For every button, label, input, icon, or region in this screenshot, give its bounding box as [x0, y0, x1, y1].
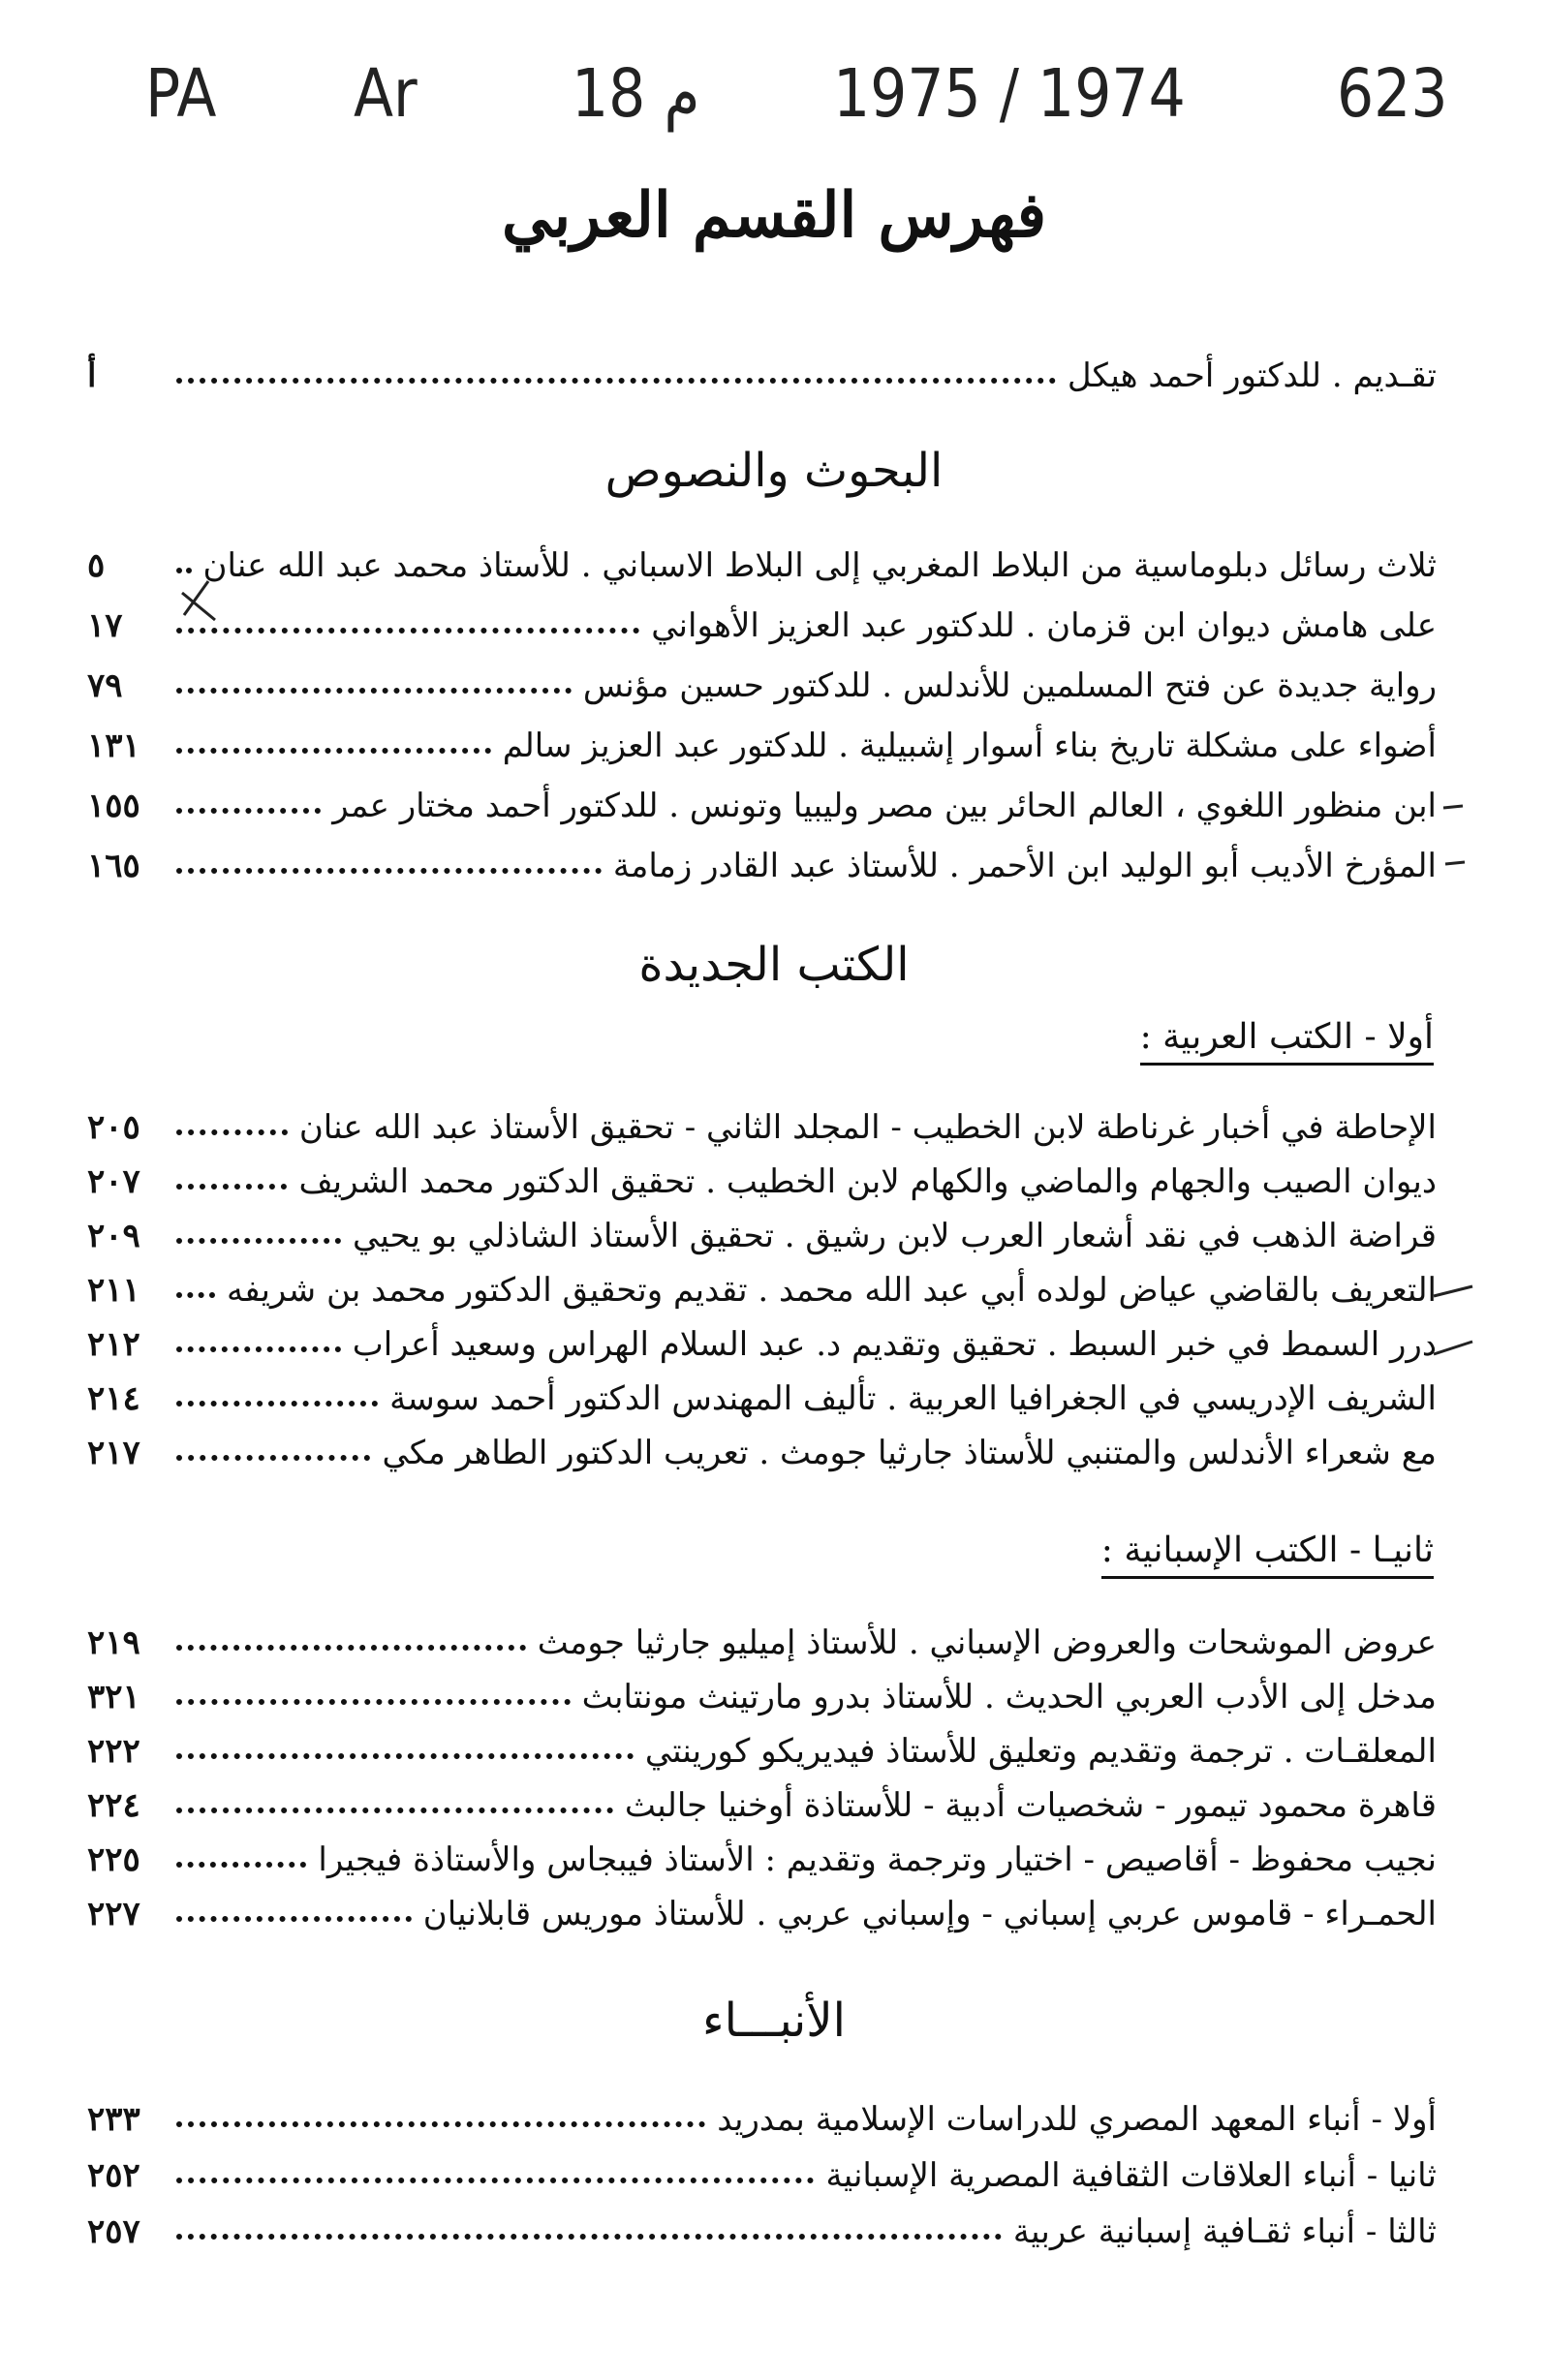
handwritten-note-1: PA: [145, 54, 217, 134]
toc-entry-text: الشريف الإدريسي في الجغرافيا العربية . تأليف المهندس الدكتور أحمد سوسة: [389, 1379, 1437, 1418]
toc-page-number: ٢٢٤: [87, 1786, 140, 1825]
toc-entry-text: على هامش ديوان ابن قزمان . للدكتور عبد العزيز الأهواني: [651, 606, 1437, 645]
toc-entry-text: رواية جديدة عن فتح المسلمين للأندلس . للدكتور حسين مؤنس: [582, 666, 1437, 705]
subsection-heading-arabic-books: أولا - الكتب العربية :: [1140, 1017, 1434, 1066]
toc-entry-text: المعلقـات . ترجمة وتقديم وتعليق للأستاذ فيديريكو كورينتي: [644, 1732, 1437, 1771]
toc-entry-text: مدخل إلى الأدب العربي الحديث . للأستاذ بدرو مارتينث مونتابث: [581, 1678, 1437, 1716]
toc-entry-text: ثالثا - أنباء ثقـافية إسبانية عربية: [1012, 2212, 1437, 2251]
handwritten-note-5: 623: [1337, 54, 1448, 134]
toc-page-number: ٢٠٩: [87, 1217, 140, 1255]
toc-page-number: ٢١١: [87, 1271, 140, 1310]
toc-entry-text: قاهرة محمود تيمور - شخصيات أدبية - للأستاذة أوخنيا جالبث: [624, 1786, 1437, 1825]
toc-entry-text: عروض الموشحات والعروض الإسباني . للأستاذ إميليو جارثيا جومث: [537, 1623, 1437, 1662]
toc-page-number: ٢٠٥: [87, 1108, 140, 1147]
toc-page-number: أ: [87, 356, 97, 395]
toc-entry-text: درر السمط في خبر السبط . تحقيق وتقديم د. عبد السلام الهراس وسعيد أعراب: [352, 1325, 1437, 1364]
toc-page-number: ١٥٥: [87, 787, 140, 825]
toc-entry-text: ديوان الصيب والجهام والماضي والكهام لابن الخطيب . تحقيق الدكتور محمد الشريف: [298, 1162, 1437, 1201]
toc-page-number: ٢١٧: [87, 1434, 140, 1472]
toc-entry-text: ثانيا - أنباء العلاقات الثقافية المصرية الإسبانية: [825, 2156, 1437, 2195]
toc-page-number: ٥: [87, 546, 106, 585]
handwritten-note-4: 1975 / 1974: [833, 54, 1186, 134]
toc-page-number: ٧٩: [87, 666, 123, 705]
section-heading-new-books: الكتب الجديدة: [638, 938, 910, 992]
pen-cross-mark: [182, 581, 215, 620]
toc-page-number: ١٦٥: [87, 847, 140, 885]
toc-page-number: ٢١٩: [87, 1623, 140, 1662]
toc-entry-text: قراضة الذهب في نقد أشعار العرب لابن رشيق . تحقيق الأستاذ الشاذلي بو يحيي: [353, 1217, 1437, 1255]
pen-tick-mark: [1434, 1286, 1472, 1296]
handwritten-note-3: 18 م: [572, 54, 700, 134]
toc-entry-text: التعريف بالقاضي عياض لولده أبي عبد الله محمد . تقديم وتحقيق الدكتور محمد بن شريفه: [227, 1271, 1437, 1310]
pen-dash-mark: [1443, 806, 1463, 808]
toc-page-number: ٢٢٢: [87, 1732, 140, 1771]
toc-page-number: ٢١٤: [87, 1379, 140, 1418]
toc-page-number: ١٧: [87, 606, 123, 645]
pen-dash-mark: [1445, 862, 1465, 864]
page-title: فهرس القسم العربي: [501, 179, 1047, 252]
toc-entry-text: تقـديم . للدكتور أحمد هيكل: [1067, 356, 1437, 395]
toc-page-number: ٢٣٣: [87, 2100, 140, 2139]
section-heading-news: الأنبـــاء: [702, 1994, 846, 2048]
toc-page-number: ٢١٢: [87, 1325, 140, 1364]
toc-page-number: ١٣١: [87, 726, 140, 765]
toc-entry-text: الإحاطة في أخبار غرناطة لابن الخطيب - المجلد الثاني - تحقيق الأستاذ عبد الله عنان: [298, 1108, 1437, 1147]
toc-entry-text: ابن منظور اللغوي ، العالم الحائر بين مصر وليبيا وتونس . للدكتور أحمد مختار عمر: [332, 787, 1437, 825]
toc-entry-text: مع شعراء الأندلس والمتنبي للأستاذ جارثيا جومث . تعريب الدكتور الطاهر مكي: [382, 1434, 1437, 1472]
subsection-heading-spanish-books: ثانيـا - الكتب الإسبانية :: [1101, 1530, 1434, 1579]
toc-page-number: ٢٢٧: [87, 1895, 140, 1933]
toc-entry-text: أضواء على مشكلة تاريخ بناء أسوار إشبيلية . للدكتور عبد العزيز سالم: [502, 726, 1437, 765]
toc-entry-text: أولا - أنباء المعهد المصري للدراسات الإسلامية بمدريد: [717, 2100, 1437, 2139]
toc-page-number: ٢٠٧: [87, 1162, 140, 1201]
pen-tick-mark: [1434, 1342, 1472, 1354]
toc-entry-text: نجيب محفوظ - أقاصيص - اختيار وترجمة وتقديم : الأستاذ فيبجاس والأستاذة فيجيرا: [318, 1840, 1437, 1879]
toc-page-number: ٢٢٥: [87, 1840, 140, 1879]
toc-page-number: ٣٢١: [87, 1678, 140, 1716]
toc-entry-text: المؤرخ الأديب أبو الوليد ابن الأحمر . للأستاذ عبد القادر زمامة: [612, 847, 1437, 885]
toc-entry-text: ثلاث رسائل دبلوماسية من البلاط المغربي إلى البلاط الاسباني . للأستاذ محمد عبد الله عنان: [202, 546, 1437, 585]
toc-page-number: ٢٥٧: [87, 2212, 140, 2251]
toc-entry-text: الحمـراء - قاموس عربي إسباني - وإسباني عربي . للأستاذ موريس قابلانيان: [422, 1895, 1437, 1933]
handwritten-note-2: Ar: [354, 54, 418, 134]
section-heading-research: البحوث والنصوص: [604, 444, 944, 498]
toc-page-number: ٢٥٢: [87, 2156, 140, 2195]
